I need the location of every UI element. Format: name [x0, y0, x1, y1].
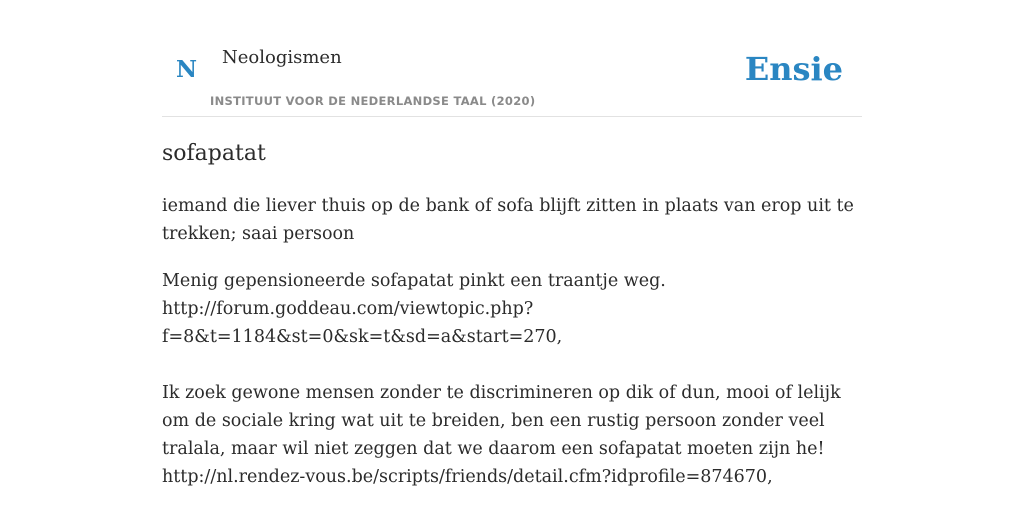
- source-logo[interactable]: N: [176, 56, 198, 83]
- example-item: [162, 267, 862, 351]
- example-text: Ik zoek gewone mensen zonder te discrimineren op dik of dun, mooi of lelijk om de sociale kring wat uit te breiden, ben een rustig persoon zonder veel tralala, maar wil niet zeggen dat we daarom een sofapatat moeten zijn he!: [162, 383, 841, 459]
- term-title: sofapatat: [162, 141, 266, 166]
- example-text: Menig gepensioneerde sofapatat pinkt een traantje weg.: [162, 271, 666, 291]
- example-item: [162, 379, 862, 491]
- example-source-url: http://forum.goddeau.com/viewtopic.php?: [162, 299, 534, 319]
- ensie-logo[interactable]: Ensie: [744, 50, 843, 88]
- source-attribution: INSTITUUT VOOR DE NEDERLANDSE TAAL (2020): [210, 94, 536, 108]
- entry-card: [162, 0, 862, 487]
- example-source-url: http://nl.rendez-vous.be/scripts/friends/detail.cfm?idprofile=874670,: [162, 467, 773, 487]
- example-source-url-continued: f=8&t=1184&st=0&sk=t&sd=a&start=270,: [162, 327, 563, 347]
- examples-section: [162, 267, 862, 519]
- entry-header: [162, 0, 862, 117]
- definition-text: iemand die liever thuis op de bank of sofa blijft zitten in plaats van erop uit te trekken; saai persoon: [162, 196, 854, 244]
- source-name-link[interactable]: Neologismen: [222, 47, 342, 68]
